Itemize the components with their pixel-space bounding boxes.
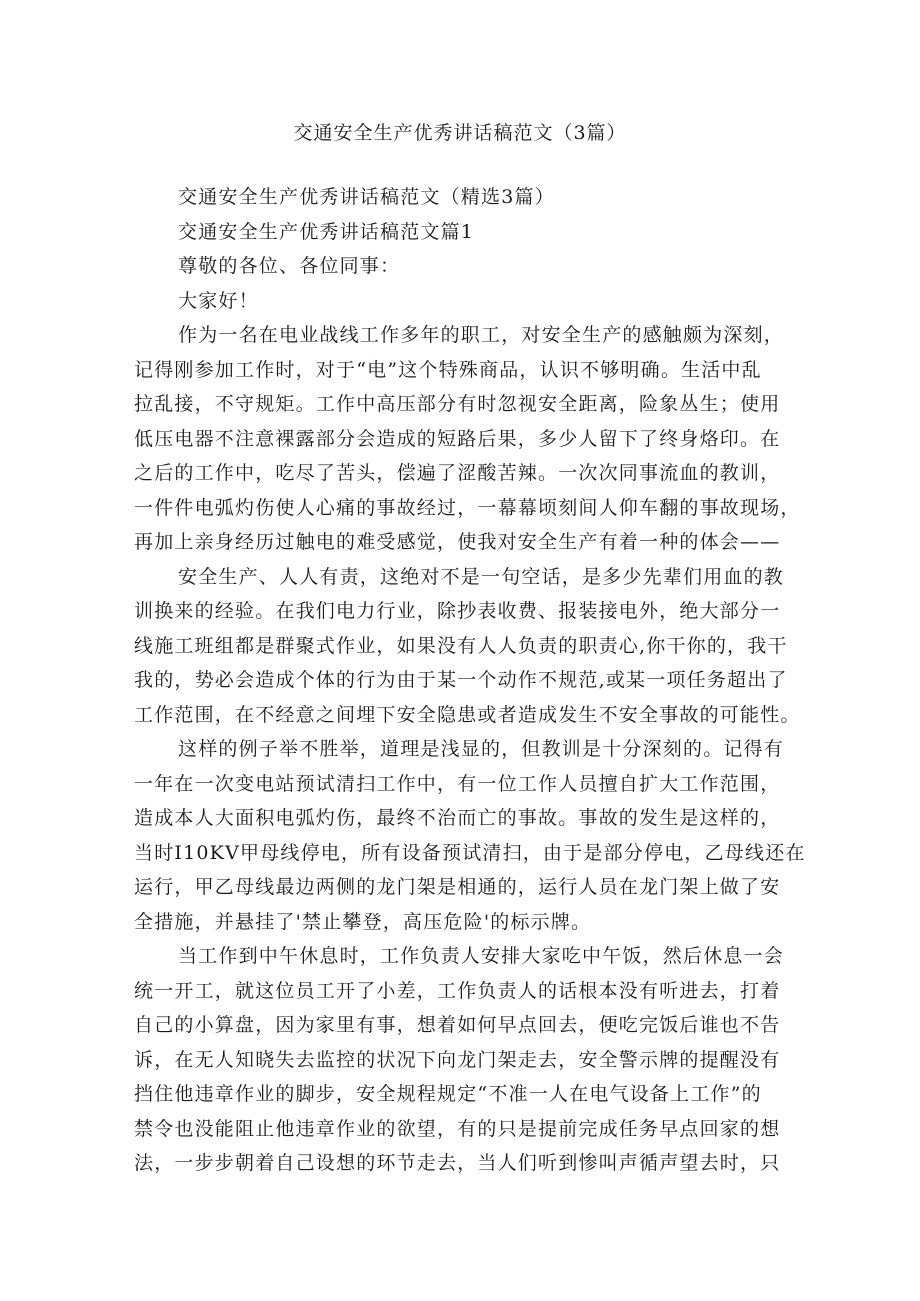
- text-line: 全措施，并悬挂了'禁止攀登，高压危险'的标示牌。: [134, 910, 592, 933]
- text-line: 一年在一次变电站预试清扫工作中，有一位工作人员擅自扩大工作范围，: [134, 772, 781, 795]
- text-line: 我的，势必会造成个体的行为由于某一个动作不规范,或某一项任务超出了: [134, 669, 788, 691]
- text-line: 作为一名在电业战线工作多年的职工，对安全生产的感触颇为深刻，: [178, 324, 785, 346]
- text-line: 拉乱接，不守规矩。工作中高压部分有时忽视安全距离，险象丛生；使用: [134, 393, 781, 415]
- text-line: 尊敬的各位、各位同事：: [178, 255, 401, 277]
- text-line: 交通安全生产优秀讲话稿范文篇1: [178, 220, 475, 243]
- text-line: 这样的例子举不胜举，道理是浅显的，但教训是十分深刻的。记得有: [178, 738, 785, 760]
- document-body: [134, 180, 806, 1181]
- text-line: 线施工班组都是群聚式作业，如果没有人人负责的职责心,你干你的，我干: [134, 634, 788, 657]
- text-line: 挡住他违章作业的脚步，安全规程规定“不准一人在电气设备上工作”的: [134, 1083, 762, 1105]
- text-line: 之后的工作中，吃尽了苦头，偿遍了涩酸苦辣。一次次同事流血的教训，: [134, 462, 781, 484]
- text-line: 自己的小算盘，因为家里有事，想着如何早点回去，便吃完饭后谁也不告: [134, 1014, 781, 1036]
- text-line: 统一开工，就这位员工开了小差，工作负责人的话根本没有听进去，打着: [134, 979, 781, 1002]
- text-line: 禁令也没能阻止他违章作业的欲望，有的只是提前完成任务早点回家的想: [134, 1117, 781, 1140]
- text-line: 记得刚参加工作时，对于“电”这个特殊商品，认识不够明确。生活中乱: [134, 358, 762, 381]
- document-title: 交通安全生产优秀讲话稿范文（3篇）: [293, 122, 627, 144]
- text-line: 再加上亲身经历过触电的难受感觉，使我对安全生产有着一种的体会——: [134, 531, 781, 553]
- text-line: 大家好！: [178, 289, 259, 312]
- text-line: 运行，甲乙母线最边两侧的龙门架是相通的，运行人员在龙门架上做了安: [134, 876, 781, 898]
- text-line: 一件件电弧灼伤使人心痛的事故经过，一幕幕顷刻间人仰车翻的事故现场，: [134, 496, 801, 519]
- text-line: 当工作到中午休息时，工作负责人安排大家吃中午饭，然后休息一会: [178, 945, 785, 967]
- text-line: 交通安全生产优秀讲话稿范文（精选3篇）: [178, 186, 555, 208]
- text-line: 训换来的经验。在我们电力行业，除抄表收费、报装接电外，绝大部分一: [134, 600, 781, 622]
- text-line: 低压电器不注意裸露部分会造成的短路后果，多少人留下了终身烙印。在: [134, 427, 781, 450]
- text-line: 造成本人大面积电弧灼伤，最终不治而亡的事故。事故的发生是这样的，: [134, 807, 781, 829]
- text-line: 当时I10KV甲母线停电，所有设备预试清扫，由于是部分停电，乙母线还在: [134, 841, 806, 864]
- text-line: 法，一步步朝着自己设想的环节走去，当人们听到惨叫声循声望去时，只: [134, 1152, 781, 1174]
- text-line: 安全生产、人人有责，这绝对不是一句空话，是多少先辈们用血的教: [178, 565, 785, 588]
- text-line: 诉，在无人知晓失去监控的状况下向龙门架走去，安全警示牌的提醒没有: [134, 1048, 781, 1071]
- text-line: 工作范围，在不经意之间埋下安全隐患或者造成发生不安全事故的可能性。: [134, 703, 801, 726]
